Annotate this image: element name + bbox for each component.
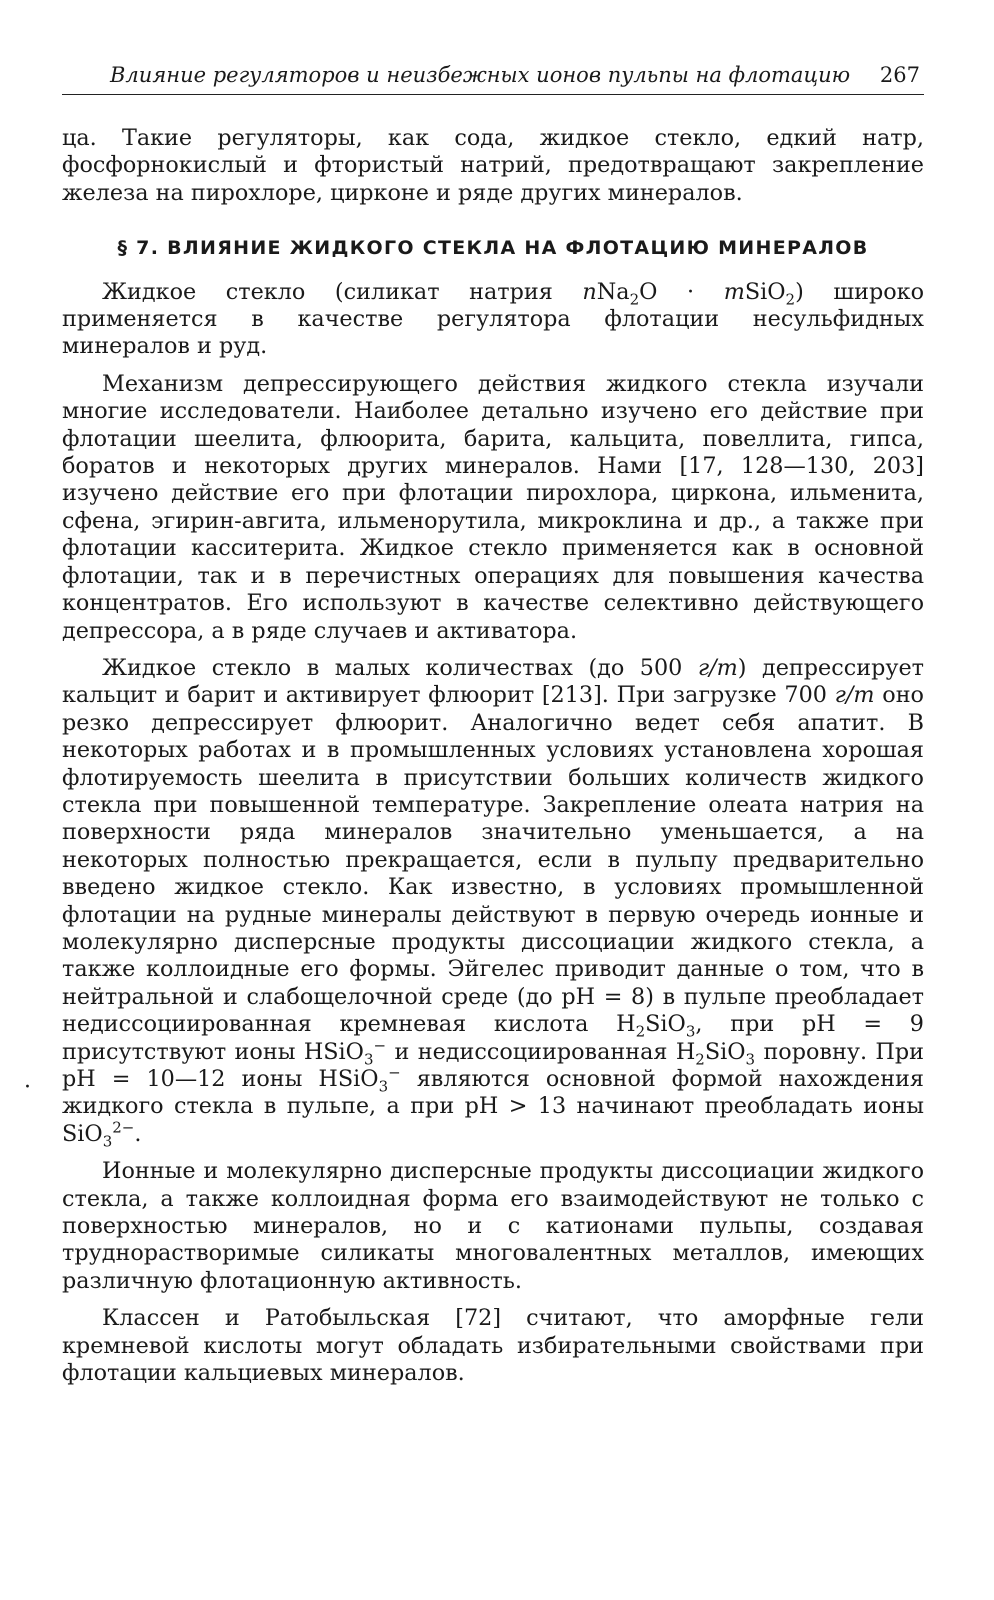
running-title: Влияние регуляторов и неизбежных ионов пульпы на флотацию — [110, 63, 851, 87]
paragraph-3: Жидкое стекло в малых количествах (до 500 г/т) депрессирует кальцит и барит и активирует флюорит [213]. При загрузке 700 г/т оно резко депрессирует флюорит. Аналогично ведет себя апатит. В некоторых работах и в промышленных условиях установлена хорошая флотируемость шеелита в присутствии больших количеств жидкого стекла при повышенной температуре. Закрепление олеата натрия на поверхности ряда минералов значительно уменьшается, а на некоторых полностью прекращается, если в пульпу предварительно введено жидкое стекло. Как известно, в условиях промышленной флотации на рудные минералы действуют в первую очередь ионные и молекулярно дисперсные продукты диссоциации жидкого стекла, а также коллоидные его формы. Эйгелес приводит данные о том, что в нейтральной и слабощелочной среде (до pH = 8) в пульпе преобладает недиссоциированная кремневая кислота $H_2SiO_3$, при pH = 9 присутствуют ионы HSiO$_3$− и недиссоциированная $H_2SiO_3$ поровну. При pH = 10—12 ионы HSiO$_3$− являются основной формой нахождения жидкого стекла в пульпе, а при pH > 13 начинают преобладать ионы SiO$_3^{2-}$. — [62, 654, 925, 1151]
paragraph-continued: ца. Такие регуляторы, как сода, жидкое стекло, едкий натр, фосфорнокислый и фтористый натрий, предотвращают закрепление железа на пирохлоре, цирконе и ряде других минералов. — [62, 125, 924, 206]
paragraph-5: Классен и Ратобыльская [72] считают, что аморфные гели кремневой кислоты могут обладать избирательными свойствами при флотации кальциевых минералов. — [62, 1305, 924, 1387]
page-number: 267 — [879, 63, 920, 87]
section-heading: § 7. ВЛИЯНИЕ ЖИДКОГО СТЕКЛА НА ФЛОТАЦИЮ МИНЕРАЛОВ — [117, 237, 869, 260]
page-body — [62, 125, 924, 1387]
paragraph-4: Ионные и молекулярно дисперсные продукты диссоциации жидкого стекла, а также коллоидная форма его взаимодействуют не только с поверхностью минералов, но и с катионами пульпы, создавая труднорастворимые силикаты многовалентных металлов, имеющих различную флотационную активность. — [62, 1158, 924, 1294]
paragraph-2: Механизм депрессирующего действия жидкого стекла изучали многие исследователи. Наиболее детально изучено его действие при флотации шеелита, флюорита, барита, кальцита, повеллита, гипса, боратов и некоторых других минералов. Нами [17, 128—130, 203] изучено действие его при флотации пирохлора, циркона, ильменита, сфена, эгирин-авгита, ильменорутила, микроклина и др., а также при флотации касситерита. Жидкое стекло применяется как в основной флотации, так и в перечистных операциях для повышения качества концентратов. Его используют в качестве селективно действующего депрессора, а в ряде случаев и активатора. — [62, 370, 924, 644]
margin-mark: · — [24, 1075, 31, 1100]
paragraph-1: Жидкое стекло (силикат натрия nNa$_2$O · mSiO$_2$) широко применяется в качестве регулятора флотации несульфидных минералов и руд. — [62, 278, 925, 360]
book-page — [62, 62, 924, 1397]
running-header — [62, 62, 924, 95]
